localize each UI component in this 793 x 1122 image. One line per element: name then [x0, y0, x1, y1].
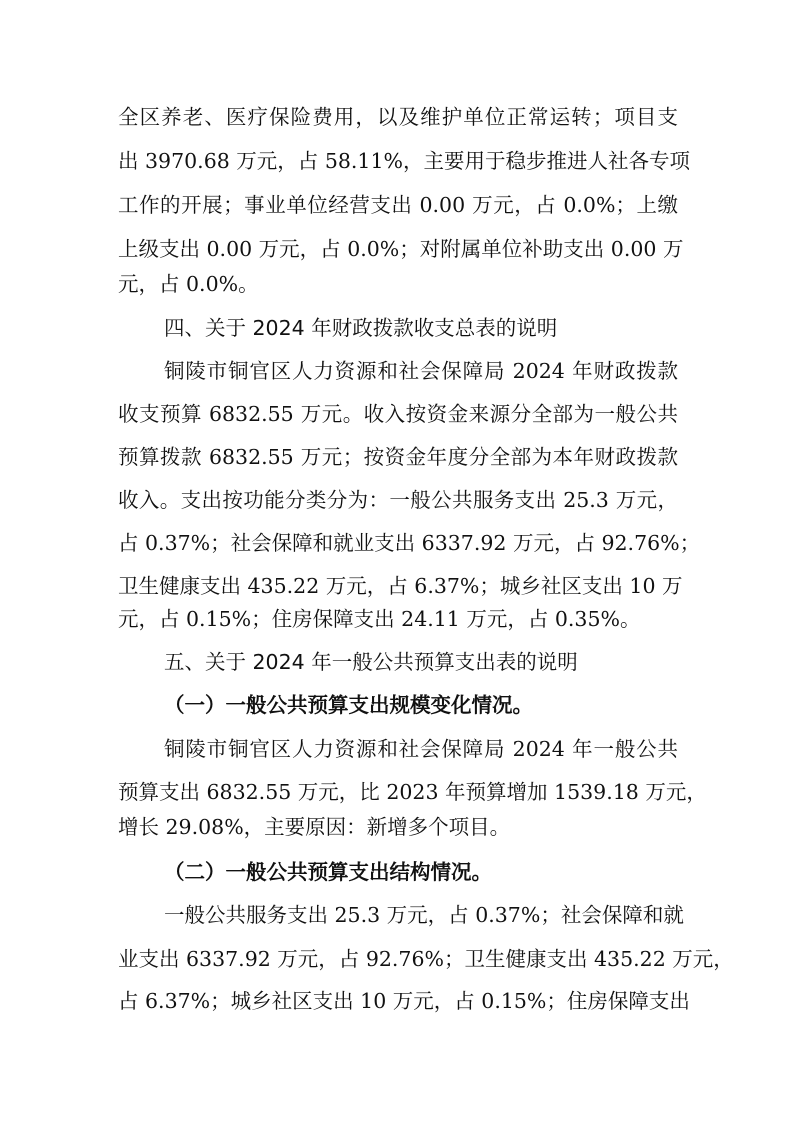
paragraph-line: 卫生健康支出 435.22 万元，占 6.37%；城乡社区支出 10 万	[118, 574, 683, 598]
paragraph-line: 增长 29.08%，主要原因：新增多个项目。	[118, 815, 511, 839]
section-heading-4: 四、关于 2024 年财政拨款收支总表的说明	[164, 316, 558, 340]
subsection-heading-1: （一）一般公共预算支出规模变化情况。	[164, 693, 533, 717]
paragraph-line: 收支预算 6832.55 万元。收入按资金来源分全部为一般公共	[118, 402, 678, 426]
section-heading-5: 五、关于 2024 年一般公共预算支出表的说明	[164, 650, 578, 674]
subsection-heading-2: （二）一般公共预算支出结构情况。	[164, 860, 492, 884]
paragraph-line: 出 3970.68 万元，占 58.11%，主要用于稳步推进人社各专项	[118, 149, 690, 173]
paragraph-line: 铜陵市铜官区人力资源和社会保障局 2024 年财政拨款	[164, 359, 678, 383]
paragraph-line: 全区养老、医疗保险费用，以及维护单位正常运转；项目支	[118, 105, 678, 129]
paragraph-line: 元，占 0.15%；住房保障支出 24.11 万元，占 0.35%。	[118, 607, 641, 631]
paragraph-line: 铜陵市铜官区人力资源和社会保障局 2024 年一般公共	[164, 737, 678, 761]
paragraph-line: 预算支出 6832.55 万元，比 2023 年预算增加 1539.18 万元，	[118, 780, 707, 804]
paragraph-line: 业支出 6337.92 万元，占 92.76%；卫生健康支出 435.22 万元，	[118, 947, 734, 971]
paragraph-line: 收入。支出按功能分类分为：一般公共服务支出 25.3 万元，	[118, 488, 678, 512]
paragraph-line: 预算拨款 6832.55 万元；按资金年度分全部为本年财政拨款	[118, 445, 678, 469]
paragraph-line: 元，占 0.0%。	[118, 272, 259, 296]
paragraph-line: 占 0.37%；社会保障和就业支出 6337.92 万元，占 92.76%；	[118, 531, 701, 555]
paragraph-line: 占 6.37%；城乡社区支出 10 万元，占 0.15%；住房保障支出	[118, 989, 690, 1013]
paragraph-line: 一般公共服务支出 25.3 万元，占 0.37%；社会保障和就	[164, 903, 684, 927]
paragraph-line: 上级支出 0.00 万元，占 0.0%；对附属单位补助支出 0.00 万	[118, 237, 684, 261]
paragraph-line: 工作的开展；事业单位经营支出 0.00 万元，占 0.0%；上缴	[118, 193, 678, 217]
